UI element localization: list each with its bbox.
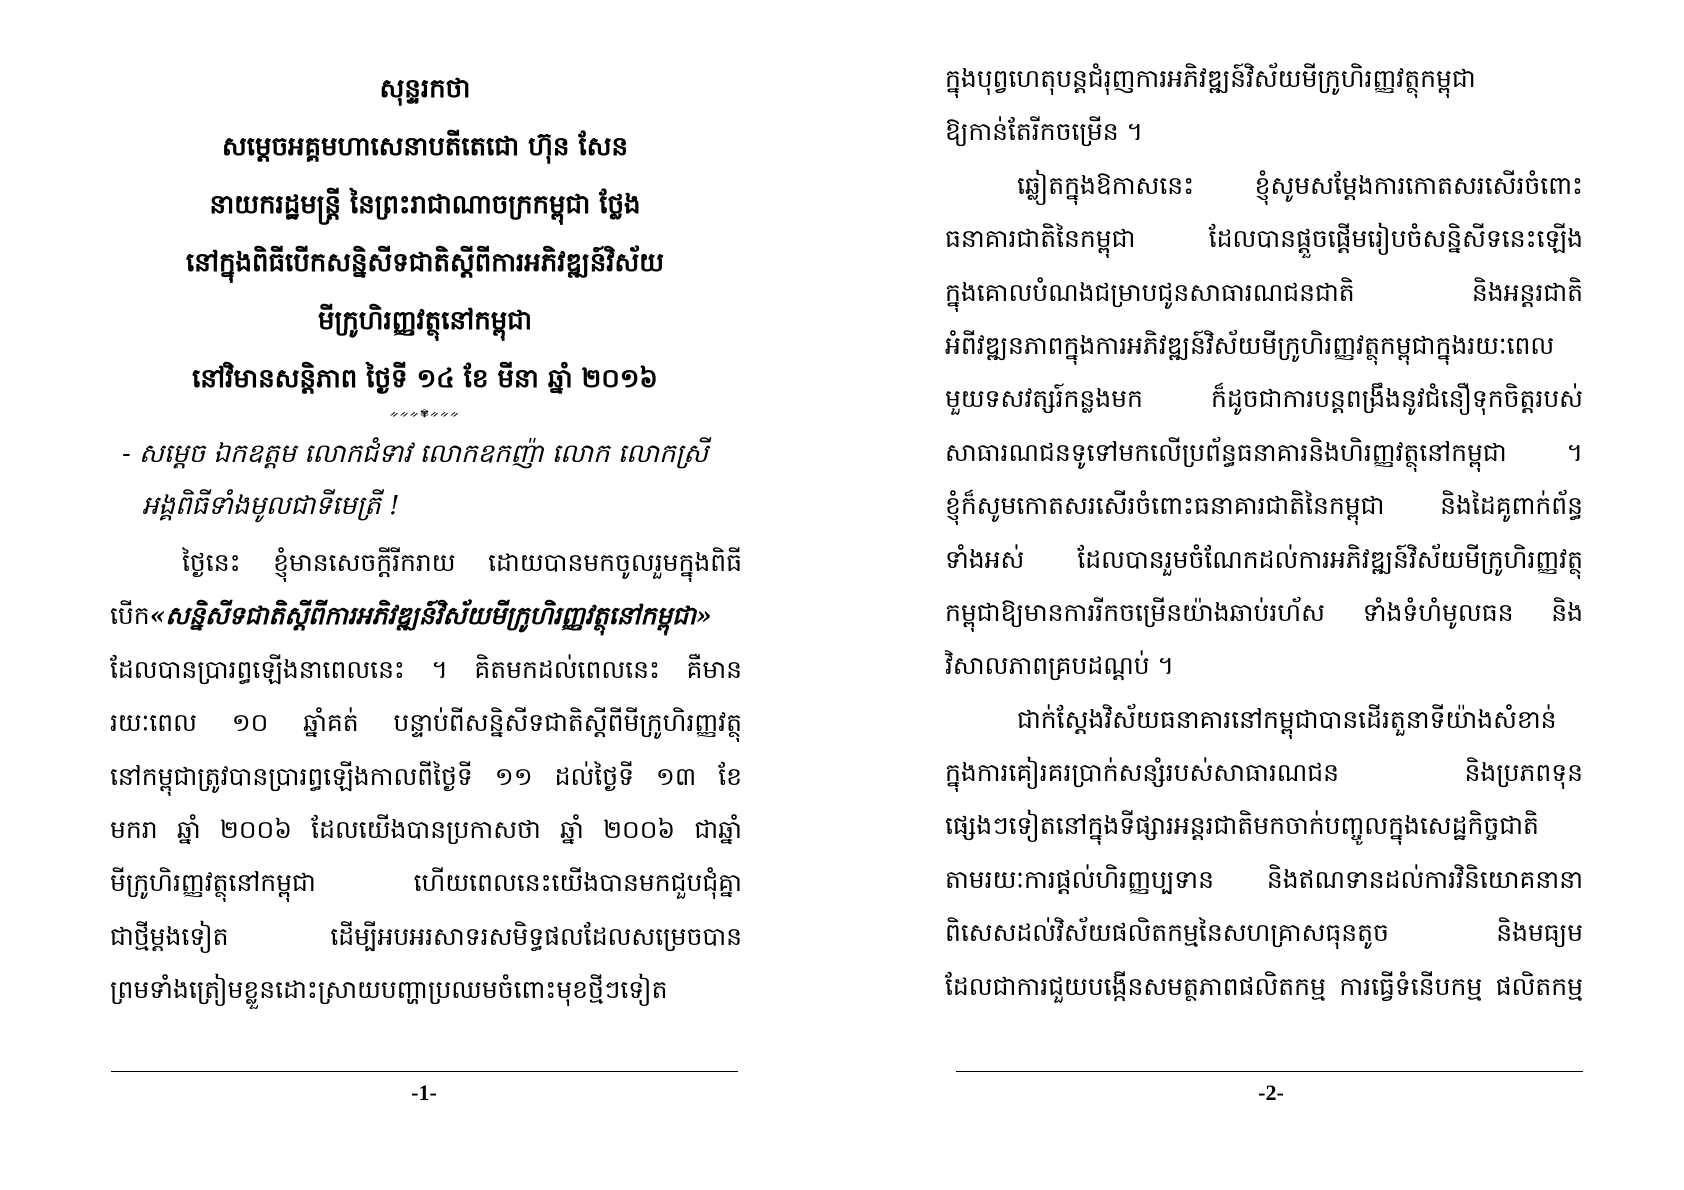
- right-page: [842, 0, 1684, 1190]
- text-line: ជាក់ស្តែងវិស័យធនាគារនៅកម្ពុជាបានដើរតួនាទីយ៉ាងសំខាន់: [1017, 704, 1557, 734]
- text-line: ដែលជាការជួយបង្កើនសមត្ថភាពផលិតកម្ម ការធ្វើទំនើបកម្ម ផលិតកម្ម: [945, 971, 1583, 1001]
- text-line: នៅកម្ពុជាត្រូវបានប្រារព្ធឡើងកាលពីថ្ងៃទី ១១ ដល់ថ្ងៃទី ១៣ ខែ: [110, 761, 742, 791]
- text-line: កម្ពុជាឱ្យមានការរីកចម្រើនយ៉ាងឆាប់រហ័ស ទាំងទំហំមូលធន និង: [945, 597, 1583, 627]
- text-line: ទាំងអស់ ដែលបានរួមចំណែកដល់ការអភិវឌ្ឍន៍វិស័យមីក្រូហិរញ្ញវត្ថុ: [945, 544, 1583, 574]
- salutation-line: អង្គពិធីទាំងមូលជាទីមេត្រី !: [142, 491, 400, 521]
- text-line: វិសាលភាពគ្របដណ្តប់ ។: [945, 651, 1175, 681]
- text-line: ក្នុងបុព្វហេតុបន្តជំរុញការអភិវឌ្ឍន៍វិស័យមីក្រូហិរញ្ញវត្ថុកម្ពុជា: [945, 64, 1476, 93]
- text-line: អំពីវឌ្ឍនភាពក្នុងការអភិវឌ្ឍន៍វិស័យមីក្រូហិរញ្ញវត្ថុកម្ពុជាក្នុងរយៈពេល: [945, 330, 1555, 360]
- title-line: សម្តេចអគ្គមហាសេនាបតីតេជោ ហ៊ុន សែន: [222, 132, 628, 162]
- footer-rule: [111, 1071, 738, 1072]
- text-line: ពិសេសដល់វិស័យផលិតកម្មនៃសហគ្រាសធុនតូច និងមធ្យម: [945, 918, 1583, 948]
- title-line: សុន្ទរកថា: [379, 74, 471, 104]
- text-prefix: បើក: [110, 601, 150, 631]
- footer-rule: [956, 1071, 1583, 1072]
- text-line: មួយទសវត្សរ៍កន្លងមក ក៏ដូចជាការបន្តពង្រឹងនូវជំនឿទុកចិត្តរបស់: [945, 384, 1583, 414]
- text-line: ដែលបានប្រារព្ធឡើងនាពេលនេះ ។ គិតមកដល់ពេលនេះ គឺមាន: [110, 654, 742, 684]
- text-line: ជាថ្មីម្តងទៀត ដើម្បីអបអរសាទរសមិទ្ធផលដែលសម្រេចបាន: [110, 921, 742, 951]
- text-line-with-emphasis: [110, 589, 742, 642]
- text-line: ធនាគារជាតិនៃកម្ពុជា ដែលបានផ្តួចផ្តើមរៀបចំសន្និសីទនេះឡើង: [945, 224, 1583, 254]
- ornament-divider: ᨀᨀᨀ✾ᨀᨀᨀ: [389, 407, 461, 420]
- text-line: តាមរយៈការផ្តល់ហិរញ្ញប្បទាន និងឥណទានដល់ការវិនិយោគនានា: [945, 864, 1583, 894]
- text-line: ព្រមទាំងត្រៀមខ្លួនដោះស្រាយបញ្ហាប្រឈមចំពោះមុខថ្មីៗទៀត: [110, 975, 668, 1005]
- conference-name-emphasis: «សន្និសីទជាតិស្តីពីការអភិវឌ្ឍន៍វិស័យមីក្រូហិរញ្ញវត្ថុនៅកម្ពុជា»: [149, 601, 712, 631]
- text-line: ក្នុងការគៀរគរប្រាក់សន្សំរបស់សាធារណជន និងប្រភពទុន: [945, 758, 1583, 788]
- text-line: មីក្រូហិរញ្ញវត្ថុនៅកម្ពុជា ហើយពេលនេះយើងបានមកជួបជុំគ្នា: [110, 868, 742, 898]
- title-line: នៅវិមានសន្តិភាព ថ្ងៃទី ១៤ ខែ មីនា ឆ្នាំ ២០១៦: [192, 364, 658, 394]
- text-line: ខ្ញុំក៏សូមកោតសរសើរចំពោះធនាគារជាតិនៃកម្ពុជា និងដៃគូពាក់ព័ន្ធ: [945, 491, 1583, 521]
- text-line: ផ្សេងៗទៀតនៅក្នុងទីផ្សារអន្តរជាតិមកចាក់បញ្ចូលក្នុងសេដ្ឋកិច្ចជាតិ: [945, 811, 1539, 841]
- text-line: ក្នុងគោលបំណងជម្រាបជូនសាធារណជនជាតិ និងអន្តរជាតិ: [945, 277, 1583, 307]
- title-line: នាយករដ្ឋមន្ត្រី នៃព្រះរាជាណាចក្រកម្ពុជា ថ្លែង: [209, 190, 641, 220]
- salutation: [122, 428, 742, 532]
- text-line: សាធារណជនទូទៅមកលើប្រព័ន្ធធនាគារនិងហិរញ្ញវត្ថុនៅកម្ពុជា ។: [945, 437, 1583, 467]
- right-page-body: [945, 52, 1583, 1013]
- paragraph-1: [110, 536, 742, 1017]
- title-line: មីក្រូហិរញ្ញវត្ថុនៅកម្ពុជា: [317, 306, 533, 336]
- page-number: -2-: [1258, 1080, 1284, 1105]
- title-line: នៅក្នុងពិធីបើកសន្និសីទជាតិស្តីពីការអភិវឌ្ឍន៍វិស័យ: [185, 248, 665, 278]
- text-line: ឆ្លៀតក្នុងឱកាសនេះ ខ្ញុំសូមសម្តែងការកោតសរសើរចំពោះ: [1017, 170, 1583, 200]
- page-number: -1-: [411, 1080, 437, 1105]
- text-line: ថ្ងៃនេះ ខ្ញុំមានសេចក្តីរីករាយ ដោយបានមកចូលរួមក្នុងពិធី: [182, 548, 742, 577]
- salutation-line: - សម្តេច ឯកឧត្តម លោកជំទាវ លោកឧកញ៉ា លោក លោកស្រី: [122, 439, 708, 469]
- text-line: រយៈពេល ១០ ឆ្នាំគត់ បន្ទាប់ពីសន្និសីទជាតិស្តីពីមីក្រូហិរញ្ញវត្ថុ: [110, 708, 742, 738]
- text-line: មករា ឆ្នាំ ២០០៦ ដែលយើងបានប្រកាសថា ឆ្នាំ ២០០៦ ជាឆ្នាំ: [110, 814, 742, 844]
- speech-title-block: [110, 60, 740, 422]
- text-line: ឱ្យកាន់តែរីកចម្រើន ។: [945, 117, 1144, 147]
